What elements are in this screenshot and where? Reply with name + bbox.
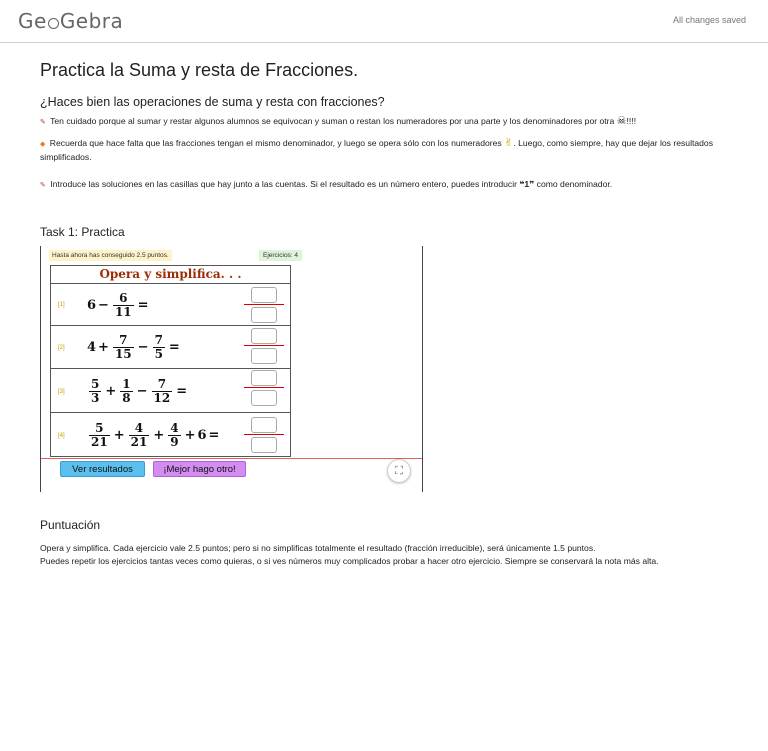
numerator: 6	[119, 290, 128, 305]
bullet-icon: ◆	[40, 141, 46, 148]
answer-input-1	[244, 286, 284, 324]
pencil-icon: ✎	[40, 119, 46, 126]
logo-text-start: Ge	[18, 9, 47, 33]
denominator: 9	[170, 434, 179, 449]
fraction	[129, 422, 150, 449]
geogebra-logo[interactable]	[18, 9, 123, 33]
numerator-input[interactable]	[251, 370, 277, 386]
top-bar	[0, 0, 768, 43]
page-title: Practica la Suma y resta de Fracciones.	[40, 60, 359, 80]
numerator-input[interactable]	[251, 287, 277, 303]
quoted-one: ❝1❞	[519, 179, 535, 189]
operator: +	[105, 383, 117, 399]
numerator: 4	[170, 420, 179, 435]
expression-3	[87, 374, 189, 408]
page-subtitle: ¿Haces bien las operaciones de suma y resta con fracciones?	[40, 95, 385, 109]
numerator: 1	[122, 376, 131, 391]
denominator: 8	[122, 390, 131, 405]
whole-number: 6	[87, 297, 97, 313]
denominator-input[interactable]	[251, 437, 277, 453]
numerator: 4	[134, 420, 144, 435]
task-title: Task 1: Practica	[40, 225, 125, 239]
row-index: [1]	[58, 302, 65, 308]
points-label: Hasta ahora has conseguido 2.5 puntos.	[49, 250, 172, 261]
victory-hand-icon: ✌	[504, 137, 514, 149]
operator: −	[136, 383, 148, 399]
paragraph-2-end: . Luego, como siempre, hay que dejar los resultados simplificados.	[40, 138, 714, 162]
skull-icon: ☠	[616, 115, 627, 127]
fraction	[89, 378, 101, 405]
expression-4	[87, 418, 221, 452]
fraction	[113, 292, 134, 319]
denominator: 11	[114, 304, 132, 319]
fraction	[89, 422, 110, 449]
score-line-1: Opera y simplifica. Cada ejercicio vale 2.5 puntos; pero si no simplificas totalmente el resultado (fracción irreducible), será únicamente 1.5 puntos.	[40, 543, 596, 553]
expression-1	[87, 288, 151, 322]
exercise-table	[50, 265, 291, 457]
equals-sign: =	[176, 383, 188, 399]
paragraph-3-end: como denominador.	[536, 179, 613, 189]
exercise-row-3	[51, 369, 290, 413]
denominator: 5	[154, 346, 163, 361]
equals-sign: =	[137, 297, 149, 313]
operator: +	[184, 427, 196, 443]
paragraph-1	[40, 115, 730, 129]
expression-2	[87, 330, 182, 364]
numerator: 7	[154, 332, 163, 347]
numerator-input[interactable]	[251, 328, 277, 344]
paragraph-3	[40, 178, 730, 192]
save-status: All changes saved	[672, 15, 746, 25]
exercise-row-4	[51, 413, 290, 457]
exercise-row-2	[51, 326, 290, 369]
fraction-bar	[244, 387, 284, 388]
fraction	[153, 334, 165, 361]
numerator-input[interactable]	[251, 417, 277, 433]
numerator: 7	[119, 332, 128, 347]
operator: +	[98, 339, 109, 355]
paragraph-2-text: Recuerda que hace falta que las fracciones tengan el mismo denominador, y luego se opera sólo con los numeradores	[49, 138, 502, 148]
numerator: 7	[157, 376, 167, 391]
operator: +	[113, 427, 125, 443]
operator: −	[137, 339, 149, 355]
fraction	[113, 334, 134, 361]
denominator: 21	[91, 434, 108, 449]
new-exercise-button[interactable]: ¡Mejor hago otro!	[153, 461, 246, 477]
whole-number: 4	[87, 339, 97, 355]
paragraph-1-text: Ten cuidado porque al sumar y restar algunos alumnos se equivocan y suman o restan los numeradores por una parte y los denominadores por otra	[50, 116, 615, 126]
answer-input-4	[244, 416, 284, 454]
fullscreen-icon[interactable]: ⛶	[387, 459, 411, 483]
fraction-bar	[244, 304, 284, 305]
geogebra-applet[interactable]	[40, 246, 423, 492]
logo-o-icon	[48, 18, 59, 29]
numerator: 5	[95, 420, 104, 435]
fraction-bar	[244, 345, 284, 346]
score-title: Puntuación	[40, 518, 101, 532]
whole-number: 6	[197, 427, 207, 443]
operator: +	[153, 427, 165, 443]
denominator: 21	[130, 434, 148, 449]
intro-section	[40, 60, 730, 192]
denominator: 15	[114, 346, 132, 361]
logo-text-end: Gebra	[59, 9, 124, 33]
score-line-2: Puedes repetir los ejercicios tantas veces como quieras, o si ves números muy complicados probar a hacer otro ejercicio. Siempre se conservará la nota más alta.	[40, 556, 659, 566]
fraction	[168, 422, 180, 449]
row-index: [2]	[58, 345, 65, 351]
exercise-row-1	[51, 284, 290, 326]
fraction-bar	[244, 434, 284, 435]
table-header: Opera y simplifica. . .	[51, 266, 290, 284]
operator: −	[98, 297, 109, 313]
denominator-input[interactable]	[251, 390, 277, 406]
answer-input-3	[244, 369, 284, 407]
paragraph-1-end: !!!!	[626, 116, 637, 126]
equals-sign: =	[208, 427, 220, 443]
row-index: [3]	[58, 389, 65, 395]
denominator-input[interactable]	[251, 348, 277, 364]
score-section	[40, 518, 730, 568]
row-index: [4]	[58, 433, 65, 439]
numerator: 5	[91, 376, 100, 391]
fraction	[120, 378, 132, 405]
divider-line	[41, 458, 422, 459]
pencil-icon: ✎	[40, 182, 46, 189]
answer-input-2	[244, 327, 284, 365]
paragraph-3-text: Introduce las soluciones en las casillas que hay junto a las cuentas. Si el resultado es un número entero, puedes introducir	[50, 179, 517, 189]
fraction	[152, 378, 173, 405]
show-results-button[interactable]: Ver resultados	[60, 461, 145, 477]
paragraph-2	[40, 137, 730, 164]
exercises-label: Ejercicios: 4	[259, 250, 302, 261]
denominator-input[interactable]	[251, 307, 277, 323]
equals-sign: =	[168, 339, 180, 355]
denominator: 3	[91, 390, 100, 405]
denominator: 12	[153, 390, 171, 405]
